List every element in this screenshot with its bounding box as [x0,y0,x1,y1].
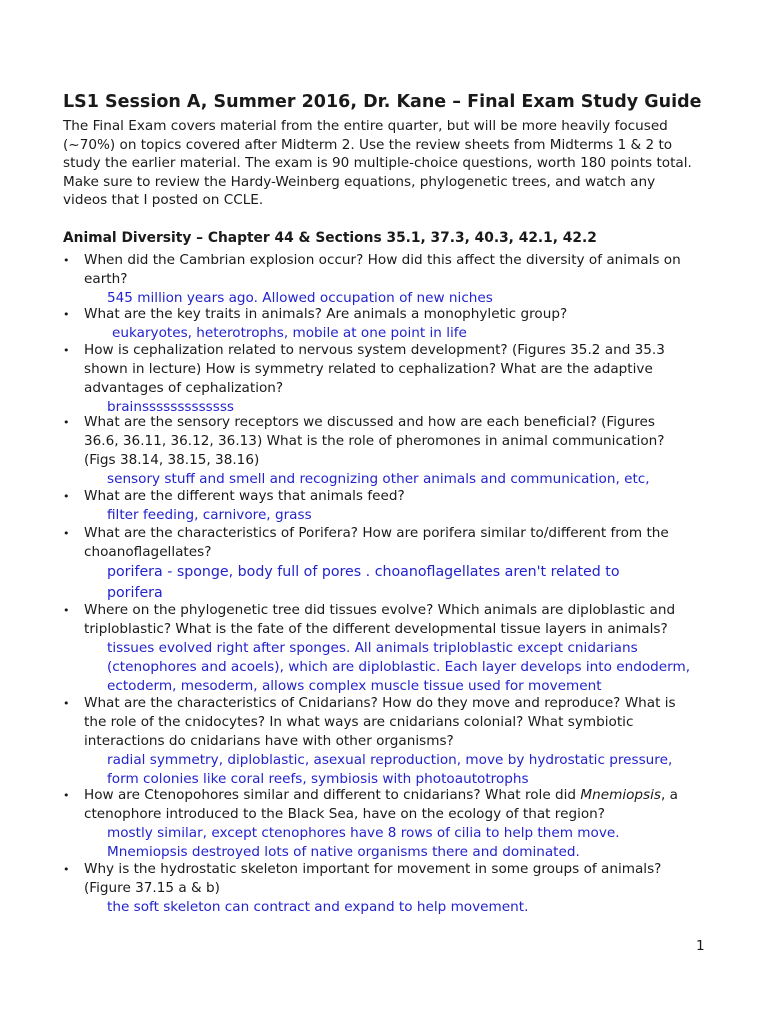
answer-line: porifera - sponge, body full of pores . choanoflagellates aren't related to [107,564,620,580]
bullet-icon: • [63,789,70,802]
intro-line: videos that I posted on CCLE. [63,192,264,209]
intro-line: Make sure to review the Hardy-Weinberg equations, phylogenetic trees, and watch any [63,173,656,190]
list-item [63,860,723,917]
list-item [63,694,723,789]
question-line: 36.6, 36.11, 36.12, 36.13) What is the role of pheromones in animal communication? [84,433,665,449]
bullet-icon: • [63,490,70,503]
answer-line: (ctenophores and acoels), which are diploblastic. Each layer develops into endoderm, [107,659,691,675]
answer-line: Mnemiopsis destroyed lots of native organisms there and dominated. [107,844,580,860]
answer-line: the soft skeleton can contract and expand to help movement. [107,899,529,915]
page-number: 1 [696,938,705,954]
section-heading: Animal Diversity – Chapter 44 & Sections 35.1, 37.3, 40.3, 42.1, 42.2 [63,230,597,246]
question-line: earth? [84,271,128,287]
species-name: Mnemiopsis [580,787,661,803]
bullet-icon: • [63,344,70,357]
answer-line: ectoderm, mesoderm, allows complex muscle tissue used for movement [107,678,602,694]
answer-line: eukaryotes, heterotrophs, mobile at one point in life [112,325,467,341]
answer-line: filter feeding, carnivore, grass [107,507,312,523]
answer-line: brainsssssssssssss [107,399,235,415]
question-line: Why is the hydrostatic skeleton important for movement in some groups of animals? [84,861,662,877]
list-item [63,305,723,343]
question-line: How is cephalization related to nervous system development? (Figures 35.2 and 35.3 [84,342,665,358]
question-line: What are the different ways that animals feed? [84,488,405,504]
answer-line: 545 million years ago. Allowed occupation of new niches [107,290,493,306]
question-line: Where on the phylogenetic tree did tissues evolve? Which animals are diploblastic and [84,602,676,618]
question-line: What are the characteristics of Porifera? How are porifera similar to/different from the [84,525,669,541]
intro-line: study the earlier material. The exam is 90 multiple-choice questions, worth 180 points total. [63,155,692,172]
question-line: (Figure 37.15 a & b) [84,880,220,896]
bullet-icon: • [63,254,70,267]
bullet-icon: • [63,697,70,710]
list-item [63,413,723,489]
question-line [84,786,723,805]
answer-line: form colonies like coral reefs, symbiosis with photoautotrophs [107,771,529,787]
intro-line: The Final Exam covers material from the entire quarter, but will be more heavily focused [63,118,668,134]
list-item [63,786,723,862]
list-item [63,601,723,696]
question-line: the role of the cnidocytes? In what ways are cnidarians colonial? What symbiotic [84,714,634,730]
list-item [63,341,723,417]
question-text: , a [661,787,678,803]
question-line: triploblastic? What is the fate of the different developmental tissue layers in animals? [84,621,668,637]
question-line: interactions do cnidarians have with other organisms? [84,733,454,749]
question-line: What are the key traits in animals? Are animals a monophyletic group? [84,306,568,322]
answer-line: porifera [107,585,163,601]
document-title: LS1 Session A, Summer 2016, Dr. Kane – Final Exam Study Guide [63,92,702,112]
list-item [63,524,723,604]
bullet-icon: • [63,863,70,876]
bullet-icon: • [63,416,70,429]
question-text: How are Ctenopohores similar and different to cnidarians? What role did [84,787,581,803]
bullet-icon: • [63,604,70,617]
question-line: ctenophore introduced to the Black Sea, have on the ecology of that region? [84,806,606,822]
answer-line: tissues evolved right after sponges. All animals triploblastic except cnidarians [107,640,638,656]
question-line: shown in lecture) How is symmetry related to cephalization? What are the adaptive [84,361,653,377]
intro-paragraph [63,117,723,210]
question-line: What are the characteristics of Cnidarians? How do they move and reproduce? What is [84,695,676,711]
question-line: When did the Cambrian explosion occur? How did this affect the diversity of animals on [84,252,681,268]
list-item [63,251,723,308]
answer-line: radial symmetry, diploblastic, asexual reproduction, move by hydrostatic pressure, [107,752,673,768]
question-line: (Figs 38.14, 38.15, 38.16) [84,452,260,468]
question-line: What are the sensory receptors we discussed and how are each beneficial? (Figures [84,414,655,430]
list-item [63,487,723,525]
bullet-icon: • [63,308,70,321]
question-line: choanoflagellates? [84,544,212,560]
question-line: advantages of cephalization? [84,380,284,396]
intro-line: (~70%) on topics covered after Midterm 2. Use the review sheets from Midterms 1 & 2 to [63,136,673,153]
answer-line: mostly similar, except ctenophores have 8 rows of cilia to help them move. [107,825,620,841]
bullet-icon: • [63,527,70,540]
answer-line: sensory stuff and smell and recognizing other animals and communication, etc, [107,471,650,487]
